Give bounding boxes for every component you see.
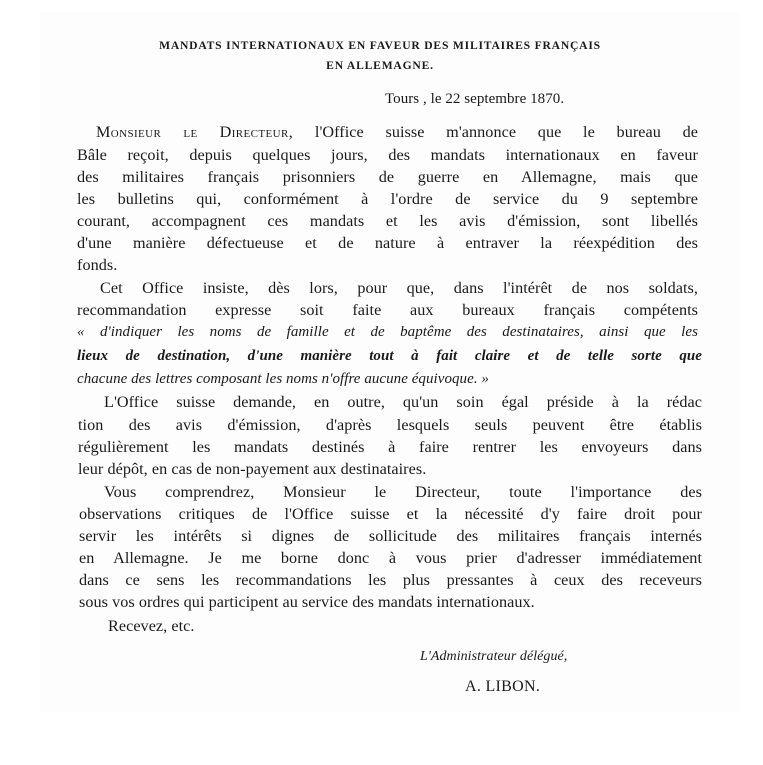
paragraph-4-line-6: sous vos ordres qui participent au service des mandats internationaux. bbox=[79, 593, 535, 611]
quote-line-1: « d'indiquer les noms de famille et de baptême des destinataires, ainsi que les bbox=[77, 324, 698, 340]
paragraph-1-line-2: Bâle reçoit, depuis quelques jours, des mandats internationaux en faveur bbox=[77, 146, 698, 164]
dateline: Tours , le 22 septembre 1870. bbox=[385, 91, 565, 107]
paragraph-4-line-4: en Allemagne. Je me borne donc à vous prier d'adresser immédiatement bbox=[79, 549, 702, 567]
quote-line-3: chacune des lettres composant les noms n'offre aucune équivoque. » bbox=[77, 371, 489, 387]
paragraph-3-line-1: L'Office suisse demande, en outre, qu'un soin égal préside à la rédac bbox=[104, 393, 702, 411]
paragraph-4-line-3: servir les intérêts si dignes de sollicitude des militaires français internés bbox=[79, 527, 702, 545]
signature-title: L'Administrateur délégué, bbox=[420, 649, 568, 664]
paragraph-3-line-2: tion des avis d'émission, d'après lesquels seuls peuvent être établis bbox=[78, 416, 702, 434]
signature-name: A. LIBON. bbox=[465, 678, 541, 695]
paragraph-4-line-1: Vous comprendrez, Monsieur le Directeur, toute l'importance des bbox=[104, 483, 702, 501]
paragraph-1-line-5: courant, accompagnent ces mandats et les avis d'émission, sont libellés bbox=[77, 212, 698, 230]
quote-line-2: lieux de destination, d'une manière tout à fait claire et de telle sorte que bbox=[77, 348, 702, 364]
paragraph-4-line-5: dans ce sens les recommandations les plus pressantes à ceux des receveurs bbox=[79, 571, 702, 589]
paragraph-3-line-4: leur dépôt, en cas de non-payement aux destinataires. bbox=[78, 460, 427, 478]
paragraph-1-line-3: des militaires français prisonniers de guerre en Allemagne, mais que bbox=[77, 168, 698, 186]
paragraph-2-line-1: Cet Office insiste, dès lors, pour que, dans l'intérêt de nos soldats, bbox=[100, 279, 698, 297]
closing-line: Recevez, etc. bbox=[108, 617, 195, 635]
paragraph-1-line-4: les bulletins qui, conformément à l'ordre de service du 9 septembre bbox=[77, 190, 698, 208]
paragraph-1-line-6: d'une manière défectueuse et de nature à entraver la réexpédition des bbox=[77, 234, 698, 252]
paragraph-3-line-3: régulièrement les mandats destinés à faire rentrer les envoyeurs dans bbox=[78, 438, 702, 456]
heading-line-2: EN ALLEMAGNE. bbox=[326, 59, 434, 72]
salutation: Monsieur le Directeur, bbox=[96, 123, 294, 141]
paragraph-1-line-7: fonds. bbox=[77, 256, 118, 274]
paragraph-1-line-1: Monsieur le Directeur, l'Office suisse m'annonce que le bureau de bbox=[96, 123, 698, 141]
heading-line-1: MANDATS INTERNATIONAUX EN FAVEUR DES MILITAIRES FRANÇAIS bbox=[159, 39, 601, 52]
paragraph-4-line-2: observations critiques de l'Office suisse et la nécessité d'y faire droit pour bbox=[79, 505, 702, 523]
paragraph-2-line-2: recommandation expresse soit faite aux bureaux français compétents bbox=[77, 301, 698, 319]
